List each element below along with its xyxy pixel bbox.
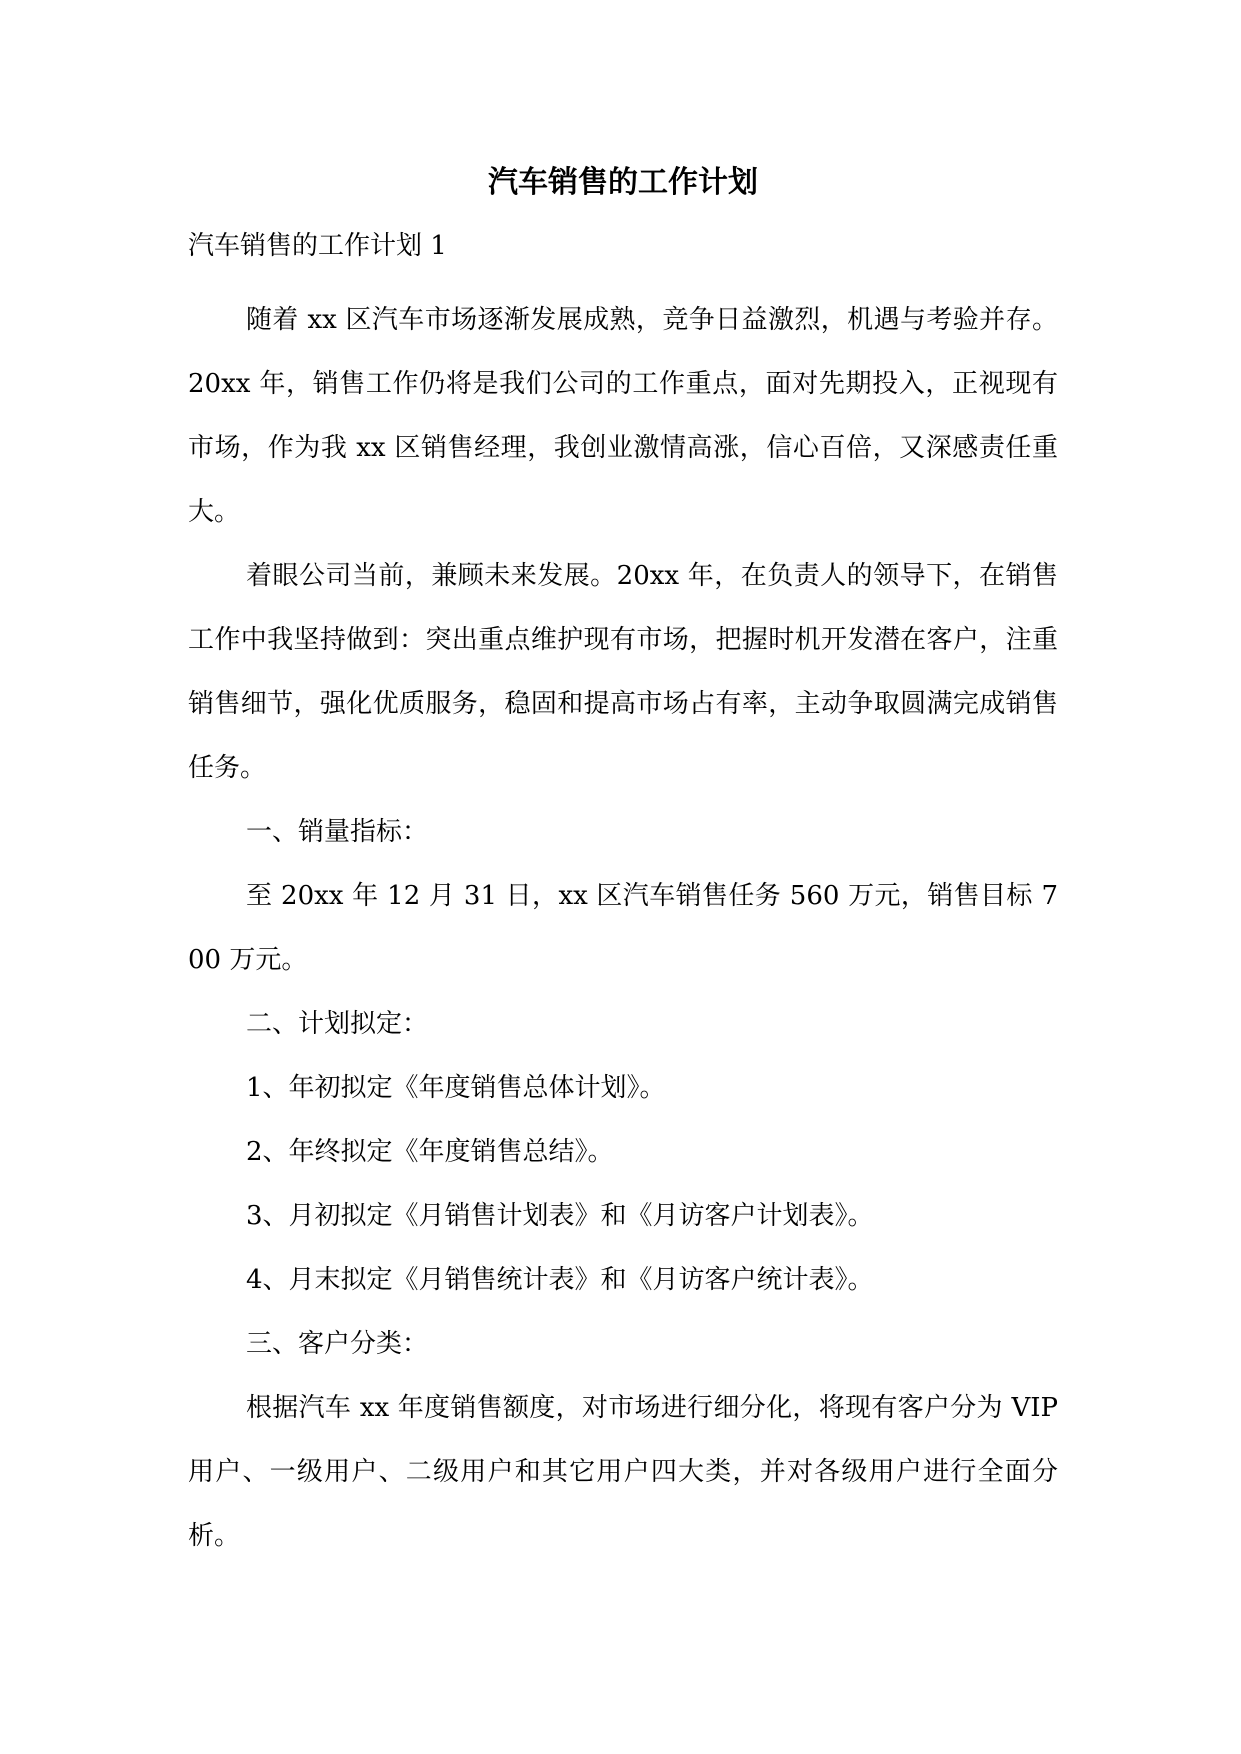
paragraph-focus: 着眼公司当前，兼顾未来发展。20xx 年，在负责人的领导下，在销售工作中我坚持做到：突出重点维护现有市场，把握时机开发潜在客户，注重销售细节，强化优质服务，稳固和提高市场占有率，主动争取圆满完成销售任务。 (188, 561, 1058, 783)
paragraph-customer-classification: 根据汽车 xx 年度销售额度，对市场进行细分化，将现有客户分为 VIP 用户、一级用户、二级用户和其它用户四大类，并对各级用户进行全面分析。 (188, 1393, 1058, 1551)
list-item: 2、年终拟定《年度销售总结》。 (246, 1137, 614, 1167)
heading-sales-target: 一、销量指标： (246, 817, 429, 847)
list-item: 4、月末拟定《月销售统计表》和《月访客户统计表》。 (246, 1265, 874, 1295)
document-body (188, 160, 1058, 1568)
document-title: 汽车销售的工作计划 (488, 165, 758, 200)
list-item: 1、年初拟定《年度销售总体计划》。 (246, 1073, 666, 1103)
paragraph-sales-target: 至 20xx 年 12 月 31 日，xx 区汽车销售任务 560 万元，销售目标 700 万元。 (188, 881, 1058, 975)
paragraph-intro: 随着 xx 区汽车市场逐渐发展成熟，竞争日益激烈，机遇与考验并存。20xx 年，销售工作仍将是我们公司的工作重点，面对先期投入，正视现有市场，作为我 xx 区销售经理，我创业激情高涨，信心百倍，又深感责任重大。 (188, 305, 1058, 527)
heading-customer-classification: 三、客户分类： (246, 1329, 429, 1359)
heading-plan: 二、计划拟定： (246, 1009, 429, 1039)
list-item: 3、月初拟定《月销售计划表》和《月访客户计划表》。 (246, 1201, 874, 1231)
document-subtitle: 汽车销售的工作计划 1 (188, 231, 447, 261)
